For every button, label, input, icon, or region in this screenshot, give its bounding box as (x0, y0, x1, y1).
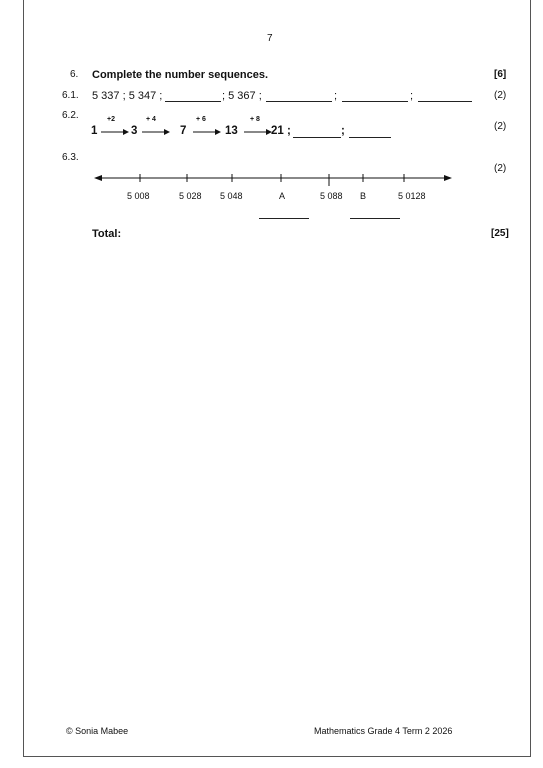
q61-blank-1[interactable] (165, 101, 221, 102)
tick-label: 5 088 (320, 191, 343, 201)
q62-term-3: 7 (180, 125, 187, 137)
arrow-right-icon (244, 128, 272, 136)
page-number: 7 (267, 33, 273, 44)
q63-answer-blank-a[interactable] (259, 218, 309, 219)
q61-marks: (2) (494, 90, 507, 101)
question-title: Complete the number sequences. (92, 69, 269, 81)
q61-sequence-known: ; 5 367 ; (222, 90, 262, 102)
page-border (23, 0, 531, 757)
question-number: 6. (70, 69, 79, 80)
arrow-right-icon (101, 128, 129, 136)
q62-blank-2[interactable] (349, 137, 391, 138)
q62-op-1: +2 (107, 116, 115, 123)
q62-number: 6.2. (62, 110, 79, 121)
footer-course: Mathematics Grade 4 Term 2 2026 (314, 726, 453, 736)
q61-blank-2[interactable] (266, 101, 332, 102)
tick-label: A (279, 191, 286, 201)
q63-answer-blank-b[interactable] (350, 218, 400, 219)
q62-term-5: 21 ; (271, 125, 291, 137)
tick-label: 5 0128 (398, 191, 426, 201)
q61-separator-2: ; (410, 90, 414, 102)
tick-label: 5 008 (127, 191, 150, 201)
q62-op-3: + 6 (196, 116, 206, 123)
tick-label: 5 048 (220, 191, 243, 201)
q61-sequence-start: 5 337 ; 5 347 ; (92, 90, 163, 102)
arrow-right-icon (142, 128, 170, 136)
arrow-right-icon (193, 128, 221, 136)
q63-number: 6.3. (62, 152, 79, 163)
q63-marks: (2) (494, 163, 507, 174)
q62-term-2: 3 (131, 125, 138, 137)
q61-blank-3[interactable] (342, 101, 408, 102)
q61-separator-1: ; (334, 90, 338, 102)
q62-op-2: + 4 (146, 116, 156, 123)
q61-number: 6.1. (62, 90, 79, 101)
q61-blank-4[interactable] (418, 101, 472, 102)
q62-term-1: 1 (91, 125, 98, 137)
tick-label: 5 028 (179, 191, 202, 201)
total-marks: [25] (491, 228, 509, 239)
q62-blank-1[interactable] (293, 137, 341, 138)
tick-label: B (360, 191, 367, 201)
q62-separator: ; (341, 125, 345, 137)
number-line (94, 170, 454, 188)
q62-marks: (2) (494, 121, 507, 132)
footer-copyright: © Sonia Mabee (66, 726, 129, 736)
q62-term-4: 13 (225, 125, 238, 137)
question-total-marks: [6] (494, 69, 507, 80)
q62-op-4: + 8 (250, 116, 260, 123)
total-label: Total: (92, 228, 122, 240)
